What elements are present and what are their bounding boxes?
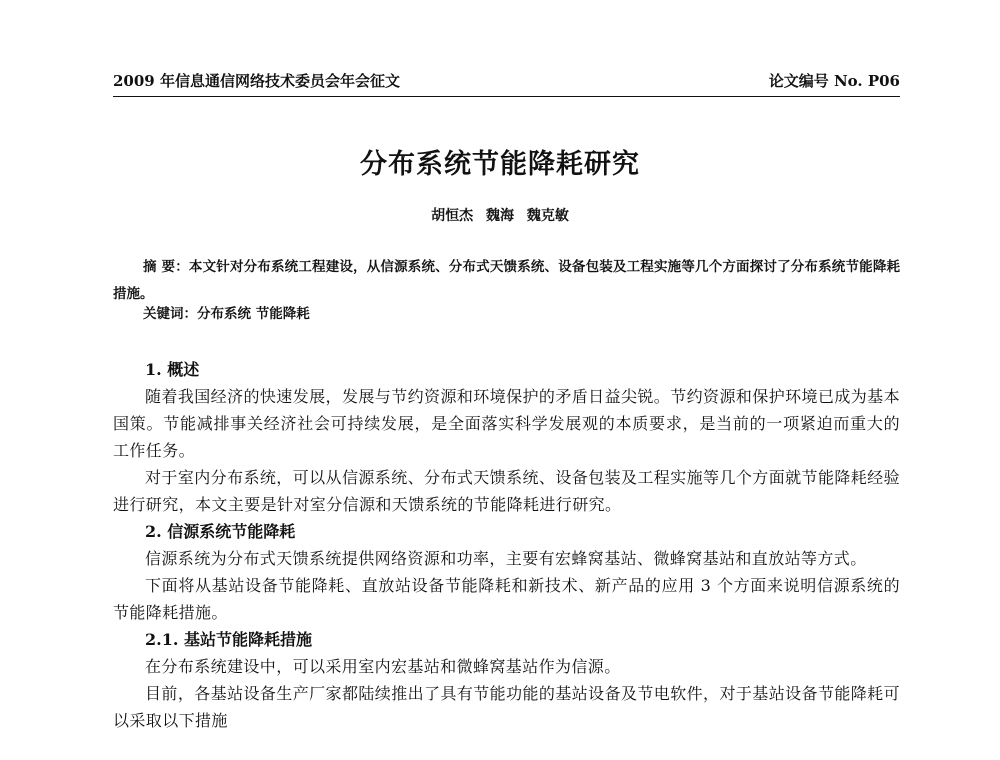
conference-name: 2009 年信息通信网络技术委员会年会征文: [113, 72, 400, 90]
paper-number: 论文编号 No. P06: [768, 72, 900, 90]
paragraph: 下面将从基站设备节能降耗、直放站设备节能降耗和新技术、新产品的应用 3 个方面来说明信源系统的节能降耗措施。: [113, 576, 900, 622]
authors: 胡恒杰 魏海 魏克敏: [431, 208, 569, 224]
paper-title: 分布系统节能降耗研究: [360, 149, 640, 180]
paragraph: 对于室内分布系统，可以从信源系统、分布式天馈系统、设备包装及工程实施等几个方面就节能降耗经验进行研究，本文主要是针对室分信源和天馈系统的节能降耗进行研究。: [113, 468, 900, 514]
keywords-label: 关键词：: [143, 306, 197, 322]
abstract-text: 本文针对分布系统工程建设，从信源系统、分布式天馈系统、设备包装及工程实施等几个方面探讨了分布系统节能降耗措施。: [113, 259, 901, 302]
paragraph: 目前，各基站设备生产厂家都陆续推出了具有节能功能的基站设备及节电软件，对于基站设备节能降耗可以采取以下措施: [113, 684, 900, 730]
paragraph: 在分布系统建设中，可以采用室内宏基站和微蜂窝基站作为信源。: [145, 657, 621, 676]
section-heading-1: 1. 概述: [145, 360, 200, 379]
keywords-text: 分布系统 节能降耗: [197, 306, 310, 322]
page-header: [113, 68, 900, 97]
section-heading-2-1: 2.1. 基站节能降耗措施: [145, 630, 312, 649]
body-text: [113, 356, 900, 734]
paragraph: 随着我国经济的快速发展，发展与节约资源和环境保护的矛盾日益尖锐。节约资源和保护环境已成为基本国策。节能减排事关经济社会可持续发展，是全面落实科学发展观的本质要求，是当前的一项紧迫而重大的工作任务。: [113, 387, 900, 460]
abstract: [113, 254, 900, 308]
keywords: [143, 302, 310, 322]
paragraph: 信源系统为分布式天馈系统提供网络资源和功率，主要有宏蜂窝基站、微蜂窝基站和直放站等方式。: [145, 549, 867, 568]
section-heading-2: 2. 信源系统节能降耗: [145, 522, 296, 541]
abstract-label: 摘 要：: [143, 259, 189, 275]
